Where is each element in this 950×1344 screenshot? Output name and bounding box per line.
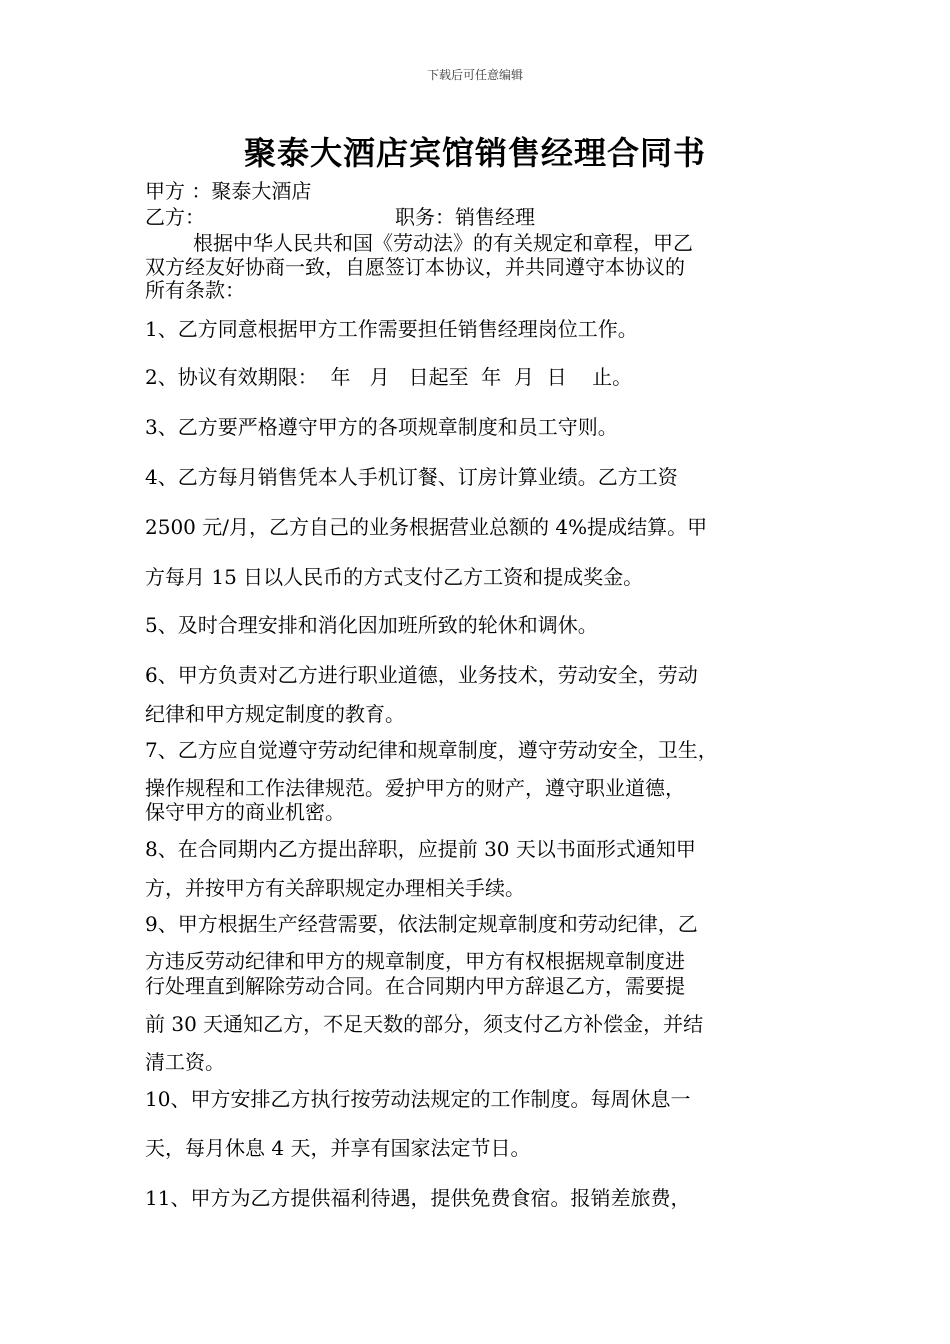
- clause-line: 前 30 天通知乙方，不足天数的部分，须支付乙方补偿金，并结: [145, 1012, 704, 1036]
- clause-line: 清工资。: [145, 1050, 225, 1074]
- clause-line: 3、乙方要严格遵守甲方的各项规章制度和员工守则。: [145, 415, 618, 439]
- preamble-line: 根据中华人民共和国《劳动法》的有关规定和章程，甲乙: [193, 231, 693, 255]
- preamble-line: 双方经友好协商一致，自愿签订本协议，并共同遵守本协议的: [145, 255, 685, 279]
- clause-line: 行处理直到解除劳动合同。在合同期内甲方辞退乙方，需要提: [145, 974, 685, 998]
- clause-line: 纪律和甲方规定制度的教育。: [145, 702, 405, 726]
- clause-line: 9、甲方根据生产经营需要，依法制定规章制度和劳动纪律，乙: [145, 912, 698, 936]
- clause-line: 2、协议有效期限： 年 月 日起至 年 月 日 止。: [145, 365, 633, 389]
- clause-line: 11、甲方为乙方提供福利待遇，提供免费食宿。报销差旅费，: [145, 1186, 691, 1210]
- document-title: 聚泰大酒店宾馆销售经理合同书: [243, 134, 706, 172]
- clause-line: 6、甲方负责对乙方进行职业道德，业务技术，劳动安全，劳动: [145, 663, 698, 687]
- party-a-line: 甲方 ：聚泰大酒店: [145, 179, 312, 203]
- clause-line: 天，每月休息 4 天，并享有国家法定节日。: [145, 1136, 531, 1160]
- clause-line: 保守甲方的商业机密。: [145, 800, 345, 824]
- clause-line: 方每月 15 日以人民币的方式支付乙方工资和提成奖金。: [145, 565, 644, 589]
- clause-line: 10、甲方安排乙方执行按劳动法规定的工作制度。每周休息一: [145, 1087, 691, 1111]
- preamble-line: 所有条款：: [145, 278, 245, 302]
- clause-line: 8、在合同期内乙方提出辞职，应提前 30 天以书面形式通知甲: [145, 837, 696, 861]
- clause-line: 4、乙方每月销售凭本人手机订餐、订房计算业绩。乙方工资: [145, 465, 678, 489]
- party-b-label: 乙方：: [145, 205, 205, 229]
- clause-line: 操作规程和工作法律规范。爱护甲方的财产，遵守职业道德，: [145, 776, 685, 800]
- header-note: 下载后可任意编辑: [426, 68, 523, 82]
- party-b-line: [145, 201, 535, 230]
- clause-line: 方违反劳动纪律和甲方的规章制度，甲方有权根据规章制度进: [145, 949, 685, 973]
- clause-line: 2500 元/月，乙方自己的业务根据营业总额的 4%提成结算。甲: [145, 515, 708, 539]
- clause-line: 方，并按甲方有关辞职规定办理相关手续。: [145, 876, 525, 900]
- clause-line: 7、乙方应自觉遵守劳动纪律和规章制度，遵守劳动安全，卫生，: [145, 738, 718, 762]
- party-b-position: 职务：销售经理: [395, 205, 535, 229]
- clause-line: 1、乙方同意根据甲方工作需要担任销售经理岗位工作。: [145, 317, 638, 341]
- clause-line: 5、及时合理安排和消化因加班所致的轮休和调休。: [145, 613, 598, 637]
